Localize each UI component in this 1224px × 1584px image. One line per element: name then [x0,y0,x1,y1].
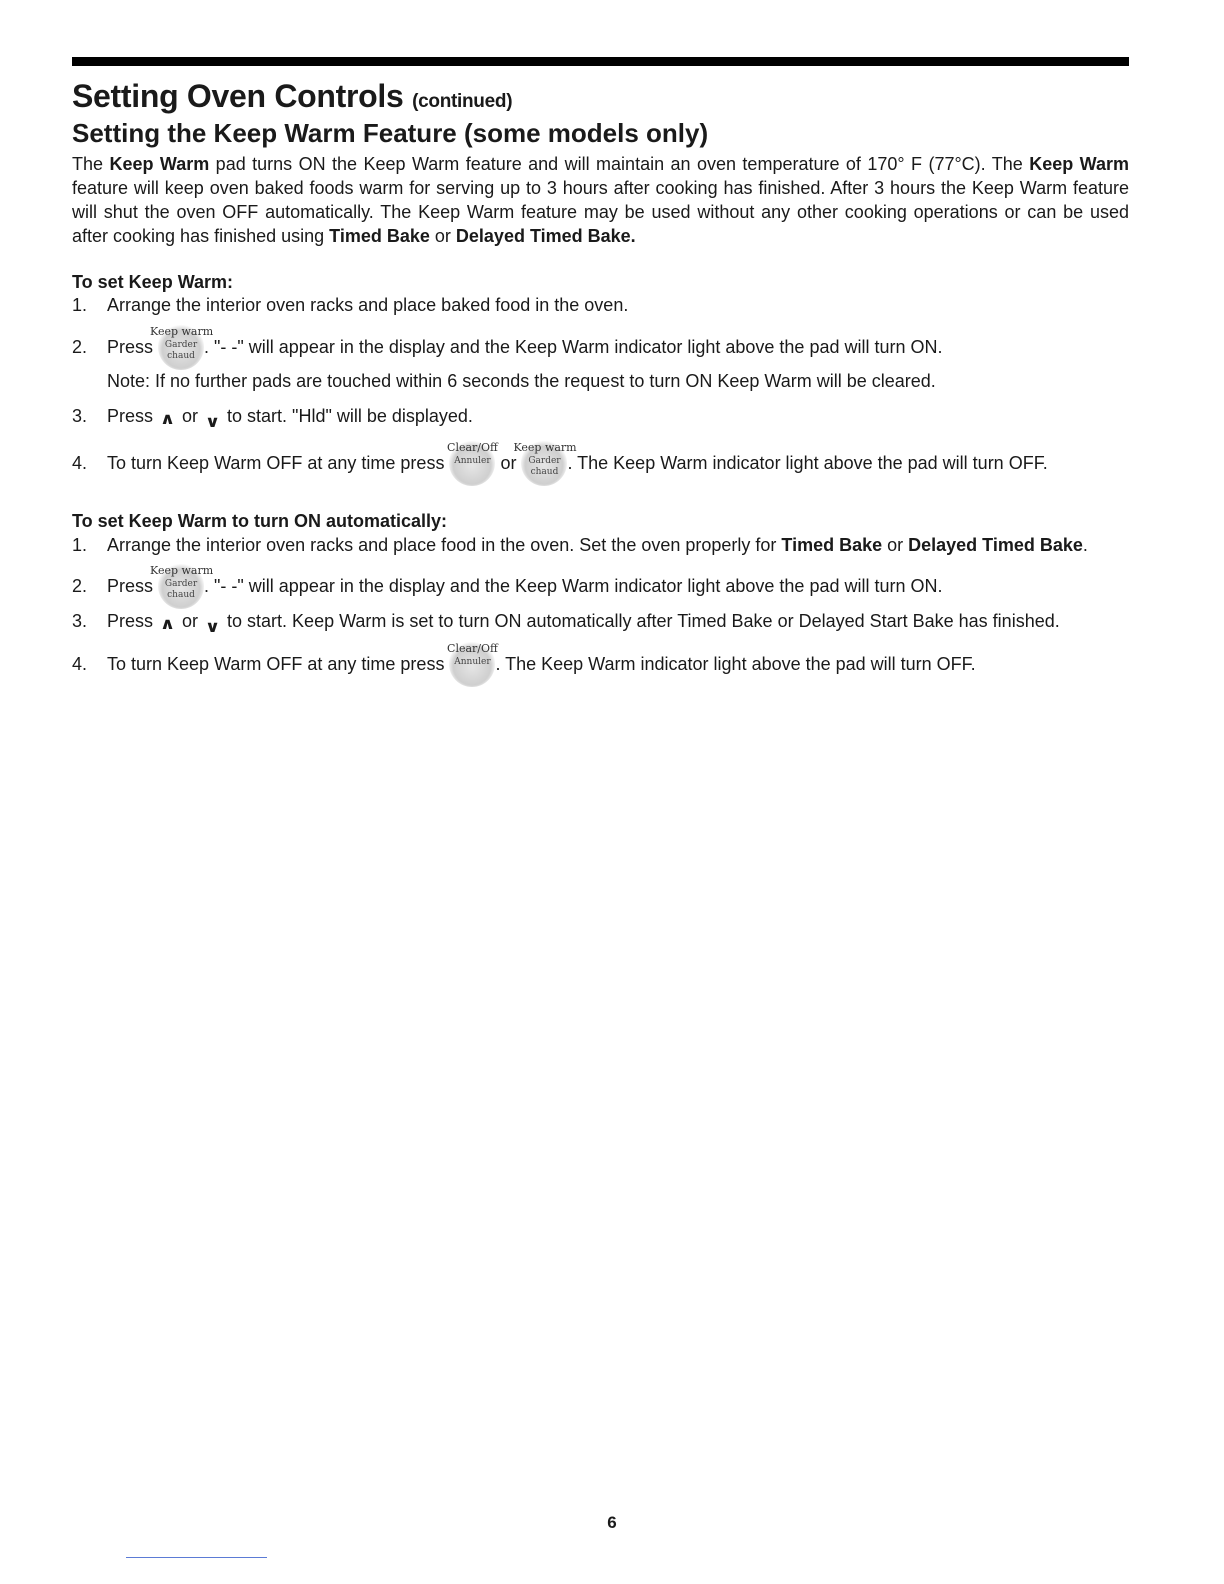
pad-label: chaud [167,351,195,362]
step-number: 1. [72,295,88,315]
section2-step-3 [72,611,1134,637]
step-number: 2. [72,576,88,596]
section1-heading: To set Keep Warm: [72,272,234,292]
step-text: or [177,406,204,426]
pad-label: chaud [530,467,559,478]
step-text: or [495,453,522,473]
keep-warm-pad-icon [150,324,214,370]
pad-label: chaud [167,590,195,601]
section1-note: Note: If no further pads are touched within 6 seconds the request to turn ON Keep Warm will be cleared. [107,371,936,391]
step-text: Arrange the interior oven racks and place baked food in the oven. [107,295,629,315]
clear-off-pad-icon [447,641,498,687]
step-text: Press [107,576,159,596]
pad-label: Clear/Off [447,642,498,656]
intro-text: feature will keep oven baked foods warm for serving up to 3 hours after cooking has finished. After 3 hours the Keep Warm feature will shut the oven OFF automatically. The Keep Warm feature may be used without any other cooking operations or can be used after cooking has finished using [72,178,1129,246]
section-title: Setting the Keep Warm Feature (some models only) [72,118,709,148]
step-text: . The Keep Warm indicator light above the pad will turn OFF. [495,654,976,674]
bottom-divider [126,1557,267,1558]
intro-bold: Keep Warm [1029,154,1130,174]
section2-heading: To set Keep Warm to turn ON automatically: [72,511,448,531]
step-text: Press [107,611,159,631]
page-title-text: Setting Oven Controls [72,78,404,114]
intro-text: The [72,154,110,174]
step-bold: Timed Bake [781,535,883,555]
up-arrow-icon: ∧ [159,411,176,428]
continued-label: (continued) [412,91,513,112]
step-text: to start. Keep Warm is set to turn ON automatically after Timed Bake or Delayed Start Bake has finished. [222,611,1060,631]
step-text: To turn Keep Warm OFF at any time press [107,654,450,674]
keep-warm-pad-icon [150,563,214,609]
step-number: 4. [72,654,88,674]
section2-step-1 [72,535,1134,556]
pad-label: Keep warm [513,441,577,455]
pad-label: Annuler [454,456,491,467]
section1-step-1 [72,295,1134,316]
step-text: or [882,535,909,555]
down-arrow-icon: ∨ [204,414,221,431]
step-text: . The Keep Warm indicator light above the pad will turn OFF. [567,453,1048,473]
intro-paragraph [72,152,1129,248]
page-number: 6 [607,1513,617,1532]
step-text: . "- -" will appear in the display and the Keep Warm indicator light above the pad will turn ON. [204,337,943,357]
step-text: Arrange the interior oven racks and place food in the oven. Set the oven properly for [107,535,782,555]
intro-text: or [429,226,456,246]
pad-label: Annuler [454,657,491,668]
down-arrow-icon: ∨ [204,619,221,636]
step-text: To turn Keep Warm OFF at any time press [107,453,450,473]
intro-bold: Delayed Timed Bake. [455,226,636,246]
pad-label: Garder [528,456,561,467]
step-text: to start. "Hld" will be displayed. [222,406,473,426]
step-text: . "- -" will appear in the display and the Keep Warm indicator light above the pad will turn ON. [204,576,943,596]
step-text: . [1082,535,1088,555]
keep-warm-pad-icon [513,440,577,486]
pad-label: Keep warm [150,325,214,339]
clear-off-pad-icon [447,440,498,486]
section1-step-3 [72,406,1134,432]
section2-step-4 [72,642,1134,675]
pad-label: Garder [164,579,198,590]
intro-text: pad turns ON the Keep Warm feature and will maintain an oven temperature of 170° F (77°C). The [209,154,1030,174]
step-number: 3. [72,406,88,426]
step-bold: Delayed Timed Bake [908,535,1083,555]
up-arrow-icon: ∧ [159,616,176,633]
pad-label: Garder [164,340,198,351]
page-title [72,78,512,115]
step-number: 4. [72,453,88,473]
top-rule [72,57,1129,66]
step-text: Press [107,337,159,357]
pad-label: Keep warm [150,564,214,578]
step-text: or [177,611,204,631]
section1-step-4 [72,441,1134,478]
intro-bold: Timed Bake [329,226,430,246]
section1-step-2 [72,325,1134,362]
step-number: 3. [72,611,88,631]
step-number: 1. [72,535,88,555]
step-number: 2. [72,337,88,357]
pad-label: Clear/Off [447,441,498,455]
intro-bold: Keep Warm [109,154,210,174]
step-text: Press [107,406,159,426]
section2-step-2 [72,564,1134,601]
